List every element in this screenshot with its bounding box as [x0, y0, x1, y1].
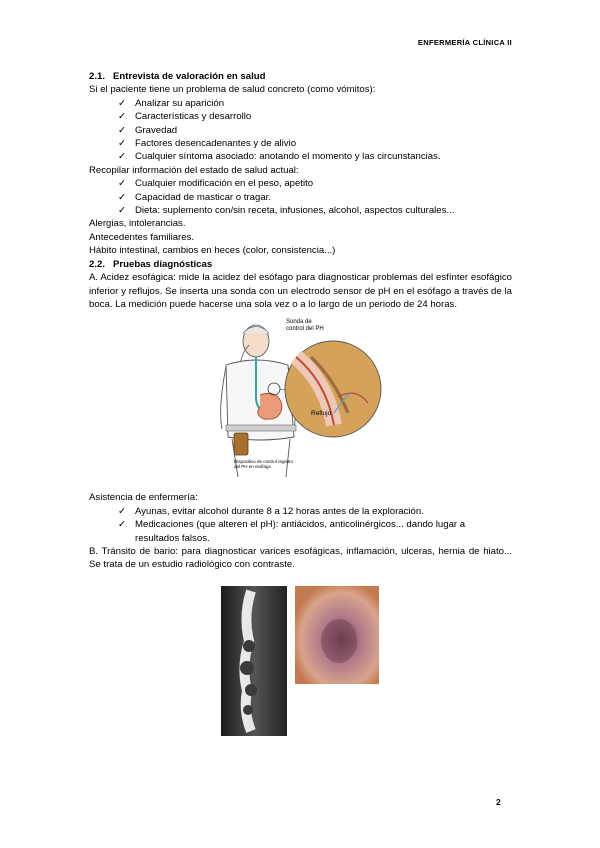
nursing-care-checklist: [89, 505, 512, 545]
checkmark-icon: ✓: [118, 519, 127, 531]
checkmark-icon: ✓: [118, 111, 127, 123]
section-title: Entrevista de valoración en salud: [113, 71, 266, 82]
section-heading-2-2: [89, 258, 512, 271]
checkmark-icon: ✓: [118, 97, 127, 109]
section-number: 2.1.: [89, 71, 106, 82]
barium-xray-and-endoscopy-images: [221, 586, 381, 736]
device-label: Dispositivo de control registro del PH en esófago: [234, 459, 294, 470]
list-item: ✓ Factores desencadenantes y de alivio: [118, 138, 297, 150]
ph-monitoring-illustration: [216, 317, 516, 484]
checkmark-icon: ✓: [118, 178, 127, 190]
nursing-care-title: Asistencia de enfermería:: [89, 492, 198, 504]
checkmark-icon: ✓: [118, 124, 127, 136]
list-item: ✓ Medicaciones (que alteren el pH): antiácidos, anticolinérgicos... dando lugar a resultados falsos.: [118, 519, 466, 544]
probe-label: Sonda de control del PH: [286, 319, 324, 333]
problem-checklist: [89, 97, 512, 164]
checkmark-icon: ✓: [118, 505, 127, 517]
current-health-intro: Recopilar información del estado de salud actual:: [89, 164, 299, 176]
checkmark-icon: ✓: [118, 205, 127, 217]
list-item: ✓ Ayunas, evitar alcohol durante 8 a 12 horas antes de la exploración.: [118, 505, 424, 517]
list-item: ✓ Capacidad de masticar o tragar.: [118, 191, 271, 203]
section-heading-2-1: [89, 70, 512, 83]
problem-intro: Si el paciente tiene un problema de salud concreto (como vómitos):: [89, 84, 376, 96]
allergies-line: Alergias, intolerancias.: [89, 218, 186, 230]
barium-study-images: [221, 586, 512, 736]
current-health-checklist: [89, 177, 512, 217]
checkmark-icon: ✓: [118, 151, 127, 163]
family-history-line: Antecedentes familiares.: [89, 231, 195, 243]
running-header: ENFERMERÍA CLÍNICA II: [417, 38, 512, 47]
page-content: [89, 70, 512, 736]
list-item: ✓ Características y desarrollo: [118, 111, 252, 123]
section-title: Pruebas diagnósticas: [113, 258, 213, 270]
reflux-label: Reflujo: [311, 410, 332, 418]
checkmark-icon: ✓: [118, 138, 127, 150]
section-number: 2.2.: [89, 258, 106, 270]
paragraph-transito-bario: B. Tránsito de bario: para diagnosticar varices esofágicas, inflamación, ulceras, hernia de hiato... Se trata de un estudio radiológico con contraste.: [89, 545, 512, 571]
list-item: ✓ Analizar su aparición: [118, 97, 225, 109]
paragraph-acidez: A. Acidez esofágica: mide la acidez del esófago para diagnosticar problemas del esfínter esofágico inferior y reflujos. Se inserta una sonda con un electrodo sensor de pH en el esófago a través de la boca. La medición puede hacerse una sola vez o a lo largo de un periodo de 24 horas.: [89, 272, 512, 310]
list-item: ✓ Cualquier modificación en el peso, apetito: [118, 178, 314, 190]
list-item: ✓ Cualquier síntoma asociado: anotando el momento y las circunstancias.: [118, 151, 441, 163]
checkmark-icon: ✓: [118, 191, 127, 203]
list-item: ✓ Dieta: suplemento con/sin receta, infusiones, alcohol, aspectos culturales...: [118, 205, 455, 217]
list-item: ✓ Gravedad: [118, 124, 178, 136]
page-number: 2: [496, 797, 501, 807]
bowel-habit-line: Hábito intestinal, cambios en heces (color, consistencia...): [89, 245, 336, 257]
